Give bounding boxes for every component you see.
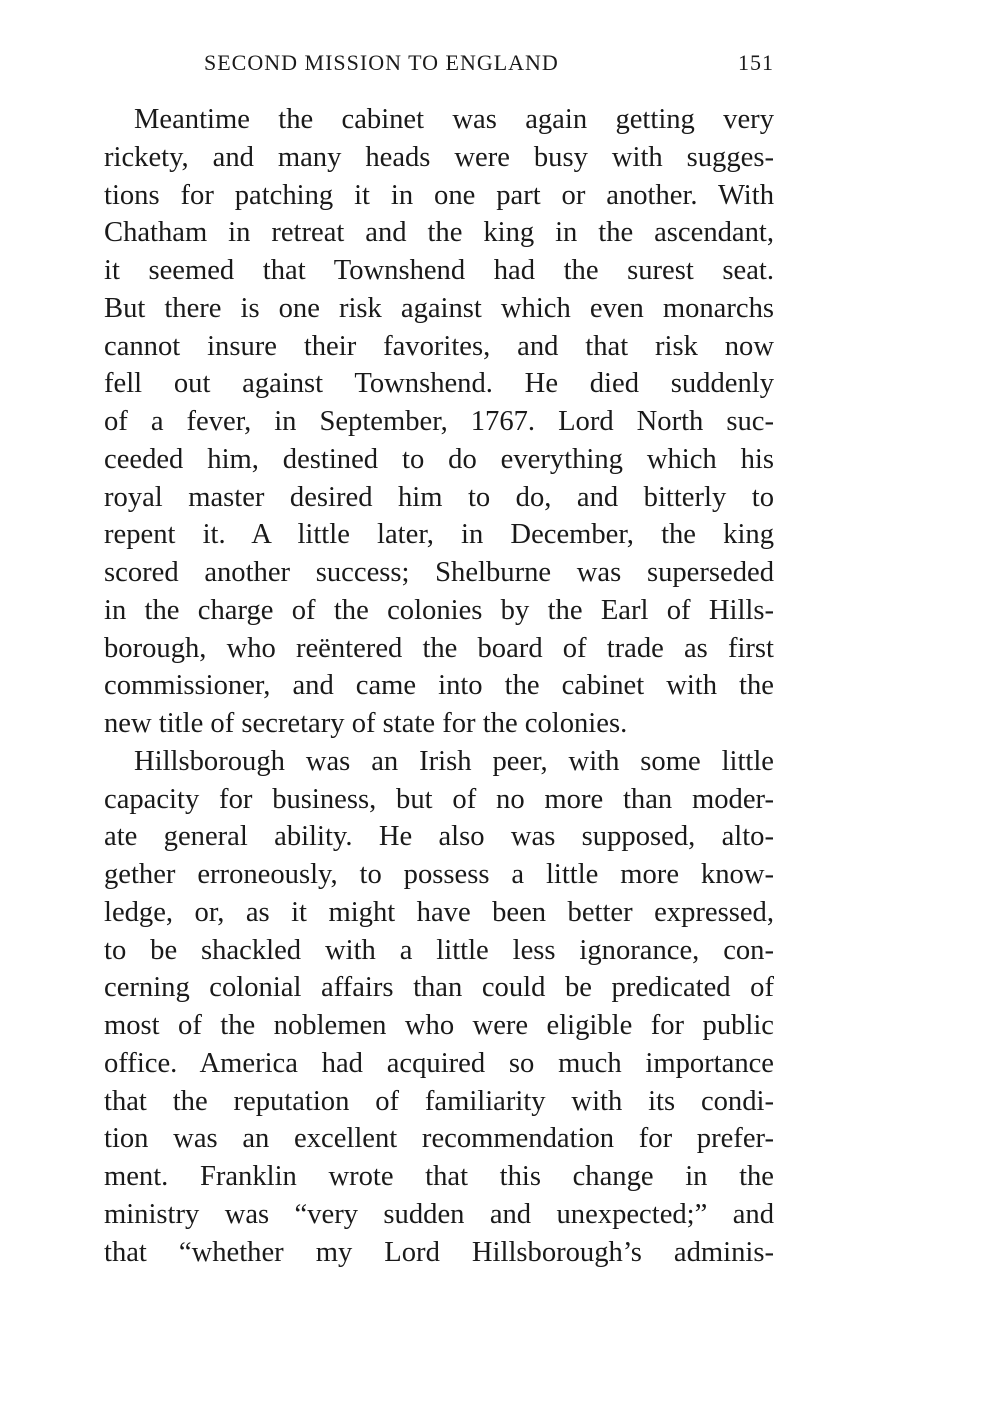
text-line: ment. Franklin wrote that this change in the — [104, 1161, 774, 1192]
text-line: tion was an excellent recommendation for prefer- — [104, 1123, 774, 1155]
text-line: to be shackled with a little less ignorance, con- — [104, 934, 774, 966]
text-line: new title of secretary of state for the colonies. — [104, 708, 628, 739]
text-line: royal master desired him to do, and bitterly to — [104, 481, 774, 513]
running-title: SECOND MISSION TO ENGLAND — [204, 50, 559, 75]
text-line: rickety, and many heads were busy with sugges- — [104, 141, 774, 173]
text-line: ledge, or, as it might have been better expressed, — [104, 896, 774, 928]
text-line: cannot insure their favorites, and that risk now — [104, 330, 774, 362]
text-line: gether erroneously, to possess a little more know- — [104, 859, 774, 890]
text-line: fell out against Townshend. He died suddenly — [104, 368, 774, 400]
page-number: 151 — [738, 50, 774, 75]
text-line: scored another success; Shelburne was superseded — [104, 557, 774, 588]
text-line: that the reputation of familiarity with its condi- — [104, 1085, 774, 1117]
text-line: ministry was “very sudden and unexpected;” and — [104, 1198, 774, 1230]
text-line: that “whether my Lord Hillsborough’s adminis- — [104, 1236, 774, 1268]
text-line: of a fever, in September, 1767. Lord North suc- — [104, 406, 774, 437]
running-header — [104, 50, 774, 80]
text-line: tions for patching it in one part or another. With — [104, 179, 774, 211]
text-line: most of the noblemen who were eligible for public — [104, 1010, 774, 1041]
text-line: commissioner, and came into the cabinet with the — [104, 670, 774, 702]
text-line: in the charge of the colonies by the Earl of Hills- — [104, 594, 774, 626]
text-line: capacity for business, but of no more than moder- — [104, 783, 774, 815]
text-line: repent it. A little later, in December, the king — [104, 519, 774, 551]
text-line: Hillsborough was an Irish peer, with some little — [134, 745, 774, 777]
text-line: ate general ability. He also was supposed, alto- — [104, 821, 774, 853]
text-line: office. America had acquired so much importance — [104, 1047, 774, 1079]
text-line: ceeded him, destined to do everything which his — [104, 443, 774, 475]
text-line: But there is one risk against which even monarchs — [104, 292, 774, 324]
body-text — [104, 101, 774, 1271]
text-line: it seemed that Townshend had the surest seat. — [104, 255, 774, 286]
text-line: Meantime the cabinet was again getting very — [134, 104, 774, 135]
text-line: cerning colonial affairs than could be predicated of — [104, 972, 774, 1004]
text-line: Chatham in retreat and the king in the ascendant, — [104, 217, 774, 249]
text-line: borough, who reëntered the board of trade as first — [104, 632, 774, 664]
